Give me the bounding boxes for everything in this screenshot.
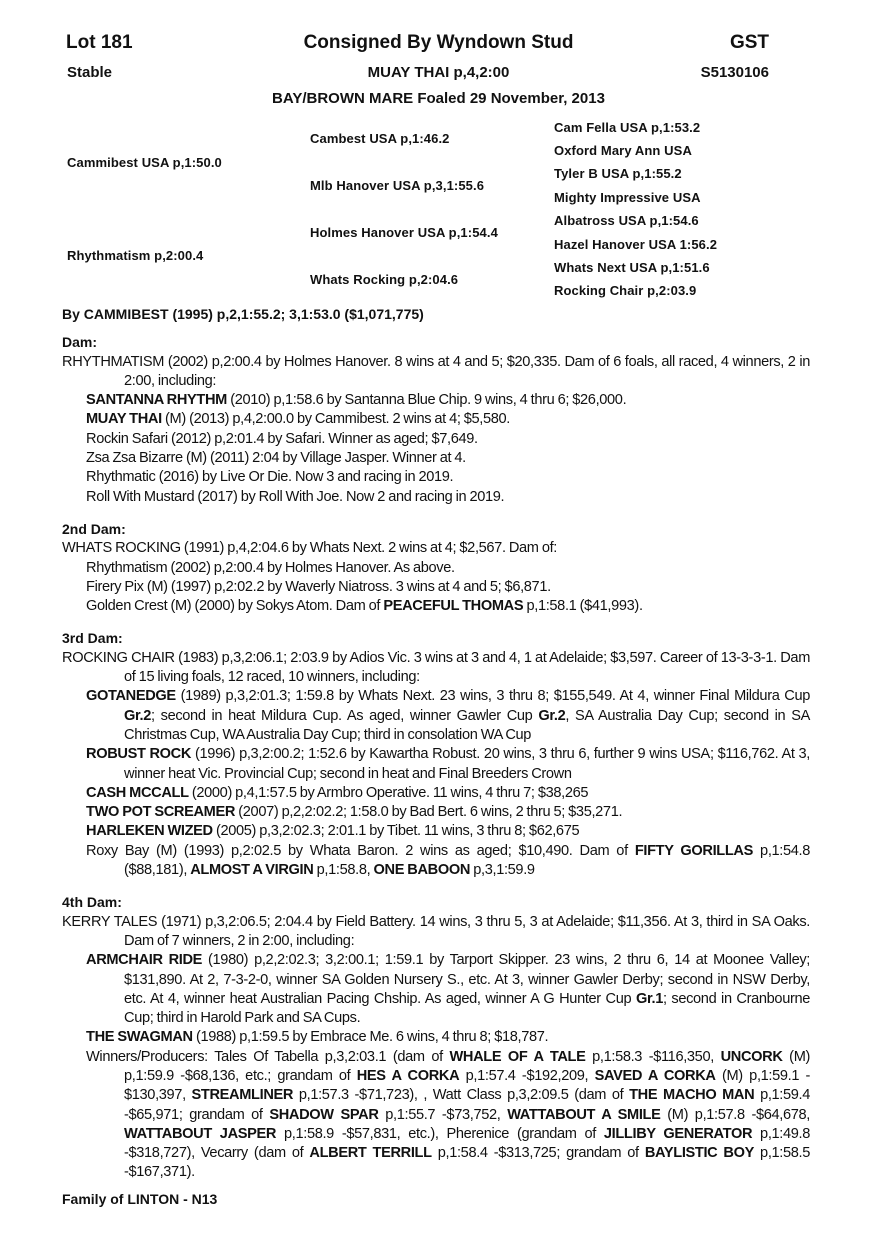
offspring-record <box>62 449 810 468</box>
horse-name: THE SWAGMAN <box>86 1029 193 1046</box>
horse-name: WATTABOUT JASPER <box>124 1125 277 1142</box>
record-text: p,1:58.8, <box>313 862 374 879</box>
record-text: Roxy Bay (M) (1993) p,2:02.5 by Whata Baron. 2 wins as aged; $10,490. Dam of <box>86 842 635 859</box>
record-text: (2005) p,3,2:02.3; 2:01.1 by Tibet. 11 wins, 3 thru 8; $62,675 <box>212 823 580 840</box>
offspring-record <box>62 430 810 449</box>
horse-name: HES A CORKA <box>356 1067 460 1084</box>
horse-name: ALMOST A VIRGIN <box>190 862 314 879</box>
horse-id: S5130106 <box>700 64 769 81</box>
record-text: Winners/Producers: Tales Of Tabella p,3,2:03.1 (dam of <box>86 1048 450 1065</box>
offspring-record <box>62 391 810 410</box>
location: Stable <box>67 64 113 81</box>
record-text: p,1:58.3 -$116,350, <box>585 1048 721 1065</box>
horse-name: PEACEFUL THOMAS <box>383 598 524 615</box>
horse-name: GOTANEDGE <box>86 688 176 705</box>
record-text: p,1:58.5 -$167,371). <box>124 1145 811 1181</box>
horse-name: SHADOW SPAR <box>269 1106 379 1123</box>
offspring-record <box>62 951 810 1028</box>
record-text: (1988) p,1:59.5 by Embrace Me. 6 wins, 4 thru 8; $18,787. <box>192 1029 549 1046</box>
record-text: p,3,1:59.9 <box>470 862 535 879</box>
horse-name: SAVED A CORKA <box>594 1067 716 1084</box>
dam-section <box>62 520 810 623</box>
horse-name: MUAY THAI <box>86 411 162 428</box>
offspring-record <box>62 784 810 803</box>
section-title: 2nd Dam: <box>62 520 126 537</box>
offspring-record <box>62 410 810 429</box>
horse-name: WATTABOUT A SMILE <box>507 1106 661 1123</box>
gst-label: GST <box>729 32 769 53</box>
record-text: p,1:58.1 ($41,993). <box>523 598 643 615</box>
horse-name: STREAMLINER <box>191 1087 294 1104</box>
record-text: (M) p,1:59.9 -$68,136, etc.; grandam of <box>124 1048 811 1084</box>
horse-name: UNCORK <box>720 1048 783 1065</box>
record-text: p,1:58.9 -$57,831, etc.), Pherenice (grandam of <box>276 1125 604 1142</box>
horse-name: WHALE OF A TALE <box>449 1048 586 1065</box>
offspring-record <box>62 559 810 578</box>
horse-name: ARMCHAIR RIDE <box>86 952 203 969</box>
record-text: p,1:59.4 -$65,971; grandam of <box>124 1087 811 1123</box>
record-text: p,1:58.4 -$313,725; grandam of <box>431 1145 645 1162</box>
record-text: p,1:57.3 -$71,723), , Watt Class p,3,2:09.5 (dam of <box>293 1087 630 1104</box>
dam-record: WHATS ROCKING (1991) p,4,2:04.6 by Whats Next. 2 wins at 4; $2,567. Dam of: <box>62 540 557 557</box>
dam-section <box>62 629 810 887</box>
offspring-record <box>62 468 810 487</box>
record-text: (1989) p,3,2:01.3; 1:59.8 by Whats Next. 23 wins, 3 thru 8; $155,549. At 4, winner Final Mildura Cup <box>175 688 810 705</box>
record-text: ; second in Cranbourne Cup; third in Harold Park and SA Cups. <box>124 990 810 1027</box>
dam-sections <box>62 333 810 1189</box>
offspring-record <box>62 578 810 597</box>
record-text: (M) (2013) p,4,2:00.0 by Cammibest. 2 wins at 4; $5,580. <box>161 411 511 428</box>
record-text: (2007) p,2,2:02.2; 1:58.0 by Bad Bert. 6 wins, 2 thru 5; $35,271. <box>235 804 623 821</box>
horse-name: THE MACHO MAN <box>629 1087 755 1104</box>
pedigree-sire: Cammibest USA p,1:50.0 <box>67 155 222 170</box>
record-text: Rockin Safari (2012) p,2:01.4 by Safari. Winner as aged; $7,649. <box>86 430 478 447</box>
record-text: (M) p,1:59.1 - $130,397, <box>124 1067 810 1104</box>
record-text: (2000) p,4,1:57.5 by Armbro Operative. 11 wins, 4 thru 7; $38,265 <box>188 784 589 801</box>
horse-name: ALBERT TERRILL <box>309 1145 432 1162</box>
pedigree-gen3: Oxford Mary Ann USA <box>554 143 692 158</box>
pedigree-sire-sire: Cambest USA p,1:46.2 <box>310 131 450 146</box>
offspring-record <box>62 488 810 507</box>
pedigree-gen3: Whats Next USA p,1:51.6 <box>554 260 710 275</box>
record-text: Rhythmatism (2002) p,2:00.4 by Holmes Hanover. As above. <box>86 559 455 576</box>
horse-name: Gr.2 <box>538 707 566 724</box>
pedigree-dam: Rhythmatism p,2:00.4 <box>67 248 204 263</box>
horse-name: Gr.2 <box>124 707 151 724</box>
section-title: 4th Dam: <box>62 894 122 911</box>
pedigree-gen3: Cam Fella USA p,1:53.2 <box>554 120 701 135</box>
record-text: ; second in heat Mildura Cup. As aged, winner Gawler Cup <box>151 707 539 724</box>
horse-name: BAYLISTIC BOY <box>644 1145 754 1162</box>
pedigree-gen3: Hazel Hanover USA 1:56.2 <box>554 237 718 252</box>
pedigree-gen3: Mighty Impressive USA <box>554 190 701 205</box>
horse-name: ROBUST ROCK <box>86 746 192 763</box>
horse-name: Gr.1 <box>635 990 663 1007</box>
horse-name: ONE BABOON <box>373 862 471 879</box>
record-text: Golden Crest (M) (2000) by Sokys Atom. Dam of <box>86 598 384 615</box>
dam-record: KERRY TALES (1971) p,3,2:06.5; 2:04.4 by Field Battery. 14 wins, 3 thru 5, 3 at Adelaide; $11,356. At 3, third in SA Oaks. Dam of 7 winners, 2 in 2:00, including: <box>62 913 810 949</box>
catalogue-body <box>62 305 810 1209</box>
section-title: Dam: <box>62 334 98 351</box>
dam-record: RHYTHMATISM (2002) p,2:00.4 by Holmes Hanover. 8 wins at 4 and 5; $20,335. Dam of 6 foals, all raced, 4 winners, 2 in 2:00, including: <box>62 353 810 389</box>
dam-section <box>62 893 810 1189</box>
record-text: , SA Australia Day Cup; second in SA Christmas Cup, WA Australia Day Cup; third in consolation WA Cup <box>124 707 811 743</box>
horse-name: FIFTY GORILLAS <box>634 842 753 859</box>
horse-title: MUAY THAI p,4,2:00 <box>367 64 510 81</box>
record-text: (2010) p,1:58.6 by Santanna Blue Chip. 9 wins, 4 thru 6; $26,000. <box>227 392 627 409</box>
dam-record: ROCKING CHAIR (1983) p,3,2:06.1; 2:03.9 by Adios Vic. 3 wins at 3 and 4, 1 at Adelaide; $3,597. Career of 13-3-3-1. Dam of 15 living foals, 12 raced, 10 winners, including: <box>62 649 810 686</box>
horse-name: JILLIBY GENERATOR <box>603 1125 753 1142</box>
offspring-record <box>62 803 810 822</box>
lot-number: Lot 181 <box>66 32 133 53</box>
pedigree-dam-dam: Whats Rocking p,2:04.6 <box>310 272 459 287</box>
offspring-record <box>62 597 810 616</box>
record-text: p,1:54.8 ($88,181), <box>124 842 810 879</box>
family-line: Family of LINTON - N13 <box>62 1190 218 1207</box>
pedigree-gen3: Rocking Chair p,2:03.9 <box>554 283 697 298</box>
record-text: Firery Pix (M) (1997) p,2:02.2 by Waverly Niatross. 3 wins at 4 and 5; $6,871. <box>86 578 551 595</box>
dam-section <box>62 333 810 514</box>
offspring-record <box>62 822 810 841</box>
consignor: Consigned By Wyndown Stud <box>303 32 574 53</box>
offspring-record <box>62 1028 810 1047</box>
horse-name: HARLEKEN WIZED <box>86 823 213 840</box>
horse-description: BAY/BROWN MARE Foaled 29 November, 2013 <box>272 90 605 107</box>
sire-line: By CAMMIBEST (1995) p,2,1:55.2; 3,1:53.0 ($1,071,775) <box>62 306 424 322</box>
record-text: Zsa Zsa Bizarre (M) (2011) 2:04 by Village Jasper. Winner at 4. <box>86 450 466 467</box>
section-title: 3rd Dam: <box>62 630 123 647</box>
pedigree-dam-sire: Holmes Hanover USA p,1:54.4 <box>310 225 498 240</box>
record-text: (1996) p,3,2:00.2; 1:52.6 by Kawartha Robust. 20 wins, 3 thru 6, further 9 wins USA; $116,762. At 3, winner heat Vic. Provincial Cup; second in heat and Final Breeders Crown <box>124 746 811 782</box>
horse-name: CASH MCCALL <box>86 784 189 801</box>
record-text: p,1:57.4 -$192,209, <box>459 1067 595 1084</box>
record-text: p,1:55.7 -$73,752, <box>378 1106 508 1123</box>
pedigree-sire-dam: Mlb Hanover USA p,3,1:55.6 <box>310 178 485 193</box>
offspring-record <box>62 1048 810 1183</box>
pedigree-gen3: Albatross USA p,1:54.6 <box>554 213 699 228</box>
offspring-record <box>62 842 810 881</box>
horse-name: TWO POT SCREAMER <box>86 804 236 821</box>
pedigree-gen3: Tyler B USA p,1:55.2 <box>554 166 682 181</box>
horse-name: SANTANNA RHYTHM <box>86 392 227 409</box>
offspring-record <box>62 745 810 784</box>
record-text: Rhythmatic (2016) by Live Or Die. Now 3 and racing in 2019. <box>86 469 454 486</box>
record-text: p,1:49.8 -$318,727), Vecarry (dam of <box>124 1125 810 1162</box>
offspring-record <box>62 687 810 745</box>
record-text: (M) p,1:57.8 -$64,678, <box>660 1106 811 1123</box>
record-text: (1980) p,2,2:02.3; 3,2:00.1; 1:59.1 by Tarport Skipper. 23 wins, 2 thru 6, 14 at Moonee Valley; $131,890. At 2, 7-3-2-0, winner SA Golden Nursery S., etc. At 3, winner Gawler Derby; second in NSW Derby, etc. At 4, winner heat Australian Pacing Chship. As aged, winner A G Hunter Cup <box>124 952 810 1007</box>
record-text: Roll With Mustard (2017) by Roll With Joe. Now 2 and racing in 2019. <box>86 488 505 505</box>
